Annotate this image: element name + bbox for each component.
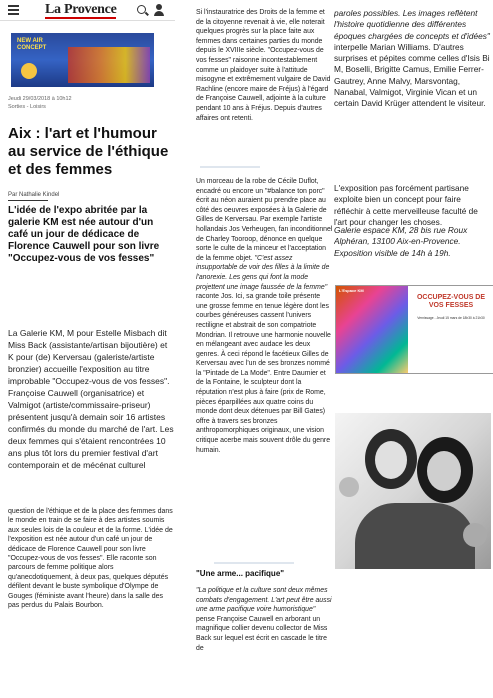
photo-shape xyxy=(463,523,487,547)
photo-shape xyxy=(355,503,475,569)
article-paragraph: Si l'instauratrice des Droits de la femme et de la citoyenne revenait à vie, elle noterait quelques progrès sur la place faite aux femmes dans certaines parties du monde depuis le XVIIIe siècle. "Occupez-vous de vos fesses" raisonne incontestablement comme un plaidoyer suite à l'attitude misogyne et extrêmement vulgaire de David Rachline (encore maire de Fréjus) à l'égard de Françoise Cauwell, adjointe à la culture pendant 10 ans à Fréjus. Depuis d'autres affaires ont retenti. xyxy=(196,9,331,122)
hamburger-menu-icon[interactable] xyxy=(8,5,19,14)
ad-title-line1: NEW AIR xyxy=(17,38,43,44)
paragraph-text: Un morceau de la robe de Cécile Duflot, encadré ou encore un "#balance ton porc" écrit au néon auraient pu prendre place au côté des oeuvres exposées à la Galerie de Gilles de Kerversau. Par exemple l'artiste hollandais Jos Verheugen, fan inconditionnel de Charley Tooroop, dénonce en quelque sorte le culte de la minceur et l'acceptation de la femme objet. xyxy=(196,178,333,262)
ad-banner[interactable] xyxy=(11,33,154,87)
article-title: Aix : l'art et l'humour au service de l'éthique et des femmes xyxy=(8,125,169,178)
ad-decoration xyxy=(21,63,37,79)
quote-text: "C'est assez insupportable de voir des filles à la limite de l'anorexie. Les gens qui font la mode projettent une image faussée de la femme" xyxy=(196,254,330,291)
poster-brand: L'Espace KM xyxy=(339,288,364,293)
photo-shape xyxy=(375,441,407,479)
poster-artwork xyxy=(336,286,408,373)
article-category[interactable]: Sorties - Loisirs xyxy=(8,104,46,110)
ad-title-line2: CONCEPT xyxy=(17,45,47,51)
exhibition-poster-image[interactable] xyxy=(335,285,493,374)
article-photo[interactable] xyxy=(335,413,491,569)
scan-artifact xyxy=(200,166,260,168)
article-body-paragraph: La Galerie KM, M pour Estelle Misbach dit Miss Back (assistante/artisan bijoutière) et K pour (de) Kerversau (galeriste/artiste bronzier) accueille l'exposition au titre improbable "Occupez-vous de vos fesses". Françoise Cauwell (organisatrice) et Valmigot (artiste/commissaire-priseur) présentent jusqu'à demain soir 16 artistes confirmés du monde du marché de l'art. Les deux femmes qui s'étaient rencontrées 10 ans plus tôt lors du premier festival d'art contemporain et de mécénat culturel xyxy=(8,328,174,470)
article-lead: L'idée de l'expo abritée par la galerie KM est née autour d'un café un jour de dédicace de Florence Cauwell pour son livre "Occupez-vous de vos fesses" xyxy=(8,205,160,264)
article-body-paragraph-continued: question de l'éthique et de la place des femmes dans le monde en train de se faire à des artistes soumis aux seules lois de la couleur et de la forme. L'idée de l'exposition est née autour d'un café un jour de dédicace de Florence Cauwell pour son livre "Occupez-vous de vos fesses". Elle raconte son parcours de femme politique alors qu'anecdotiquement, à deux pas, quelques députés défilent devant le buste symbolique d'Olympe de Gouges (féministe avant l'heure) dans la salle des pas perdus du Palais Bourbon. xyxy=(8,508,173,610)
scan-artifact xyxy=(214,562,294,564)
photo-shape xyxy=(339,477,359,497)
poster-subtitle: Vernissage - Jeudi 15 mars de 18h30 à 21h30 xyxy=(417,316,485,320)
article-paragraph xyxy=(196,586,333,653)
paragraph-text: raconte Jos. Ici, sa grande toile présente une grosse femme en tenue légère dont les courbes généreuses cassent l'univers rectiligne et abstrait de son compatriote Mondrian. Il retrouve une harmonie nouvelle en mélangeant avec audace les deux genres. À ceci répond le facétieux Gilles de Kerversau avec l'un de ses bronzes nommé la "Pintade de La Mode". Entre Daumier et de la Fontaine, le sculpteur dont la réputation n'est plus à faire (prix de Rome, pièces éparpillées aux quatre coins du monde dont deux détenues par Bill Gates) offre à travers ses bronzes anthropomorphiques originaux, une vision critique acerbe mais souvent drôle du genre humain. xyxy=(196,293,331,454)
article-paragraph xyxy=(196,177,333,455)
user-account-icon[interactable] xyxy=(154,4,164,16)
article-byline: Par Nathalie Kindel xyxy=(8,192,60,198)
ad-title xyxy=(17,38,46,52)
poster-title: OCCUPEZ-VOUS DE VOS FESSES xyxy=(416,294,486,309)
paragraph-text: interpelle Marian Williams. D'autres surprises et pépites comme celles d'Isis Bi M, Boselli, Brigitte Camus, Emilie Ferrer-Gautrey, Anne Malvy, Marsvontag, Nanabal, Valmigot, Virginie Vican et un certain David Krüger attendent le visiteur. xyxy=(334,41,490,109)
byline-divider xyxy=(8,200,48,201)
search-icon[interactable] xyxy=(137,5,146,14)
gallery-address: Galerie espace KM, 28 bis rue Roux Alphéran, 13100 Aix-en-Provence. Exposition visible de 14h à 19h. xyxy=(334,225,468,258)
quote-text: paroles possibles. Les images reflètent l'histoire quotidienne des différentes époques chargées de concepts et d'idées" xyxy=(334,8,490,41)
logo-text: La Provence xyxy=(45,2,117,17)
article-date: Jeudi 29/03/2018 à 10h12 xyxy=(8,96,72,102)
site-logo[interactable] xyxy=(45,2,116,18)
article-paragraph: L'exposition pas forcément partisane exploite bien un concept pour faire réfléchir à cette merveilleuse faculté de l'art pour changer les choses. xyxy=(334,183,478,227)
site-header xyxy=(0,0,175,21)
quote-text: "La politique et la culture sont deux mêmes combats d'engagement. L'art peut être aussi une arme pacifique voire humoristique" xyxy=(196,587,332,614)
ad-image xyxy=(68,47,150,83)
column-3 xyxy=(334,0,493,698)
photo-shape xyxy=(427,451,461,491)
paragraph-text: pense Françoise Cauwell en arborant un magnifique collier devenu collector de Miss Back sur lequel est écrit en cascade le titre de xyxy=(196,615,328,652)
article-paragraph xyxy=(334,8,492,110)
column-1 xyxy=(0,0,175,698)
column-2 xyxy=(184,0,334,698)
section-subhead: "Une arme... pacifique" xyxy=(196,569,285,578)
